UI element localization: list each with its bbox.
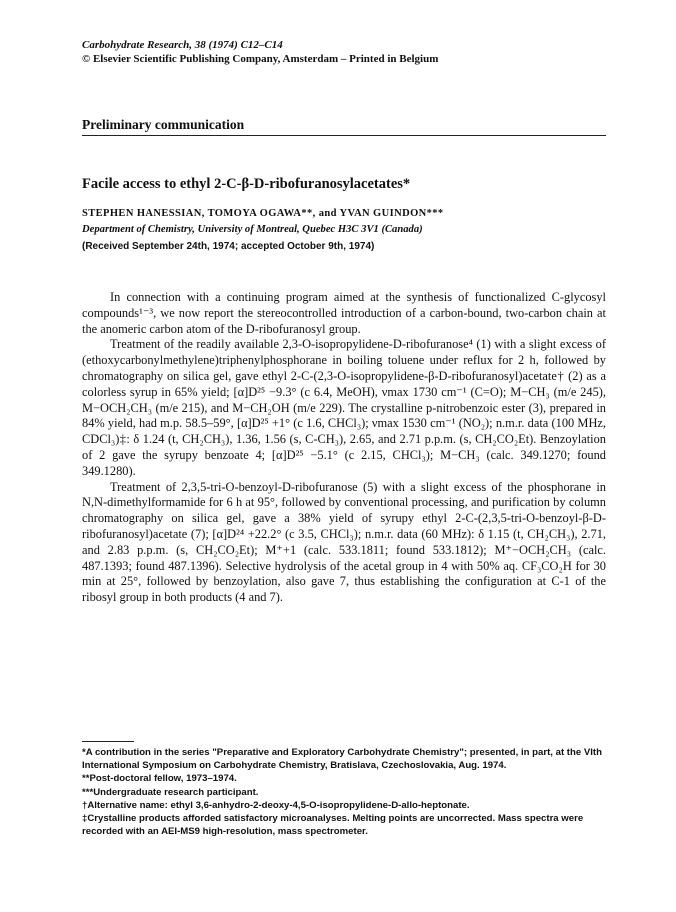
footnote: †Alternative name: ethyl 3,6-anhydro-2-deoxy-4,5-O-isopropylidene-D-allo-heptonate. <box>82 799 470 811</box>
footnote: **Post-doctoral fellow, 1973–1974. <box>82 773 237 785</box>
section-divider <box>82 135 606 136</box>
author-list: STEPHEN HANESSIAN, TOMOYA OGAWA**, and YVAN GUINDON*** <box>82 208 444 219</box>
body-paragraph: Treatment of 2,3,5-tri-O-benzoyl-D-ribofuranose (5) with a slight excess of the phosphorane in N,N-dimethylformamide for 6 h at 95°, followed by conventional processing, and purification by column chromatography on silica gel, gave a 38% yield of syrupy ethyl 2-C-(2,3,5-tri-O-benzoyl-β-D-ribofuranosyl)acetate (7); [α]D²⁴ +22.2° (c 3.5, CHCl₃); n.m.r. data (60 MHz): δ 1.15 (t, CH₂CH₃), 2.71, and 2.83 p.p.m. (s, CH₂CO₂Et); M⁺+1 (calc. 533.1811; found 533.1812); M⁺−OCH₂CH₃ (calc. 487.1393; found 487.1396). Selective hydrolysis of the acetal group in 4 with 50% aq. CF₃CO₂H for 30 min at 25°, followed by benzoylation, also gave 7, thus establishing the configuration at C-1 of the ribosyl group in both products (4 and 7). <box>82 479 606 605</box>
journal-header <box>82 38 602 66</box>
footnote-divider <box>82 741 134 742</box>
article-body <box>82 290 606 606</box>
footnotes <box>82 746 606 838</box>
publisher-line: © Elsevier Scientific Publishing Company, Amsterdam – Printed in Belgium <box>82 53 439 65</box>
body-paragraph: Treatment of the readily available 2,3-O-isopropylidene-D-ribofuranose⁴ (1) with a slight excess of (ethoxycarbonylmethylene)triphenylphosphorane in boiling toluene under reflux for 2 h, followed by chromatography on silica gel, gave ethyl 2-C-(2,3-O-isopropylidene-β-D-ribofuranosyl)acetate† (2) as a colorless syrup in 65% yield; [α]D²⁵ −9.3° (c 6.4, MeOH), νmax 1730 cm⁻¹ (C=O); M−CH₃ (m/e 245), M−OCH₂CH₃ (m/e 215), and M−CH₂OH (m/e 229). The crystalline p-nitrobenzoic ester (3), prepared in 84% yield, had m.p. 58.5–59°, [α]D²⁵ +1° (c 1.6, CHCl₃); νmax 1530 cm⁻¹ (NO₂); n.m.r. data (100 MHz, CDCl₃)‡: δ 1.24 (t, CH₂CH₃), 1.36, 1.56 (s, C-CH₃), 2.65, and 2.71 p.p.m. (s, CH₂CO₂Et). Benzoylation of 2 gave the syrupy benzoate 4; [α]D²⁵ −5.1° (c 2.15, CHCl₃); M−CH₃ (calc. 349.1270; found 349.1280). <box>82 337 606 478</box>
footnote: *A contribution in the series "Preparative and Exploratory Carbohydrate Chemistry"; presented, in part, at the VIth International Symposium on Carbohydrate Chemistry, Bratislava, Czechoslovakia, Aug. 1974. <box>82 747 602 772</box>
affiliation: Department of Chemistry, University of Montreal, Quebec H3C 3V1 (Canada) <box>82 224 423 235</box>
footnote: ‡Crystalline products afforded satisfactory microanalyses. Melting points are uncorrected. Mass spectra were recorded with an AEI-MS9 high-resolution, mass spectrometer. <box>82 813 584 838</box>
journal-citation: Carbohydrate Research, 38 (1974) C12–C14 <box>82 39 283 51</box>
received-dates: (Received September 24th, 1974; accepted October 9th, 1974) <box>82 241 375 252</box>
body-paragraph: In connection with a continuing program aimed at the synthesis of functionalized C-glycosyl compounds¹⁻³, we now report the stereocontrolled introduction of a carbon-bound, two-carbon chain at the anomeric carbon atom of the D-ribofuranosyl group. <box>82 290 606 336</box>
footnote: ***Undergraduate research participant. <box>82 786 259 798</box>
article-title: Facile access to ethyl 2-C-β-D-ribofuranosylacetates* <box>82 176 411 192</box>
section-heading: Preliminary communication <box>82 117 245 132</box>
